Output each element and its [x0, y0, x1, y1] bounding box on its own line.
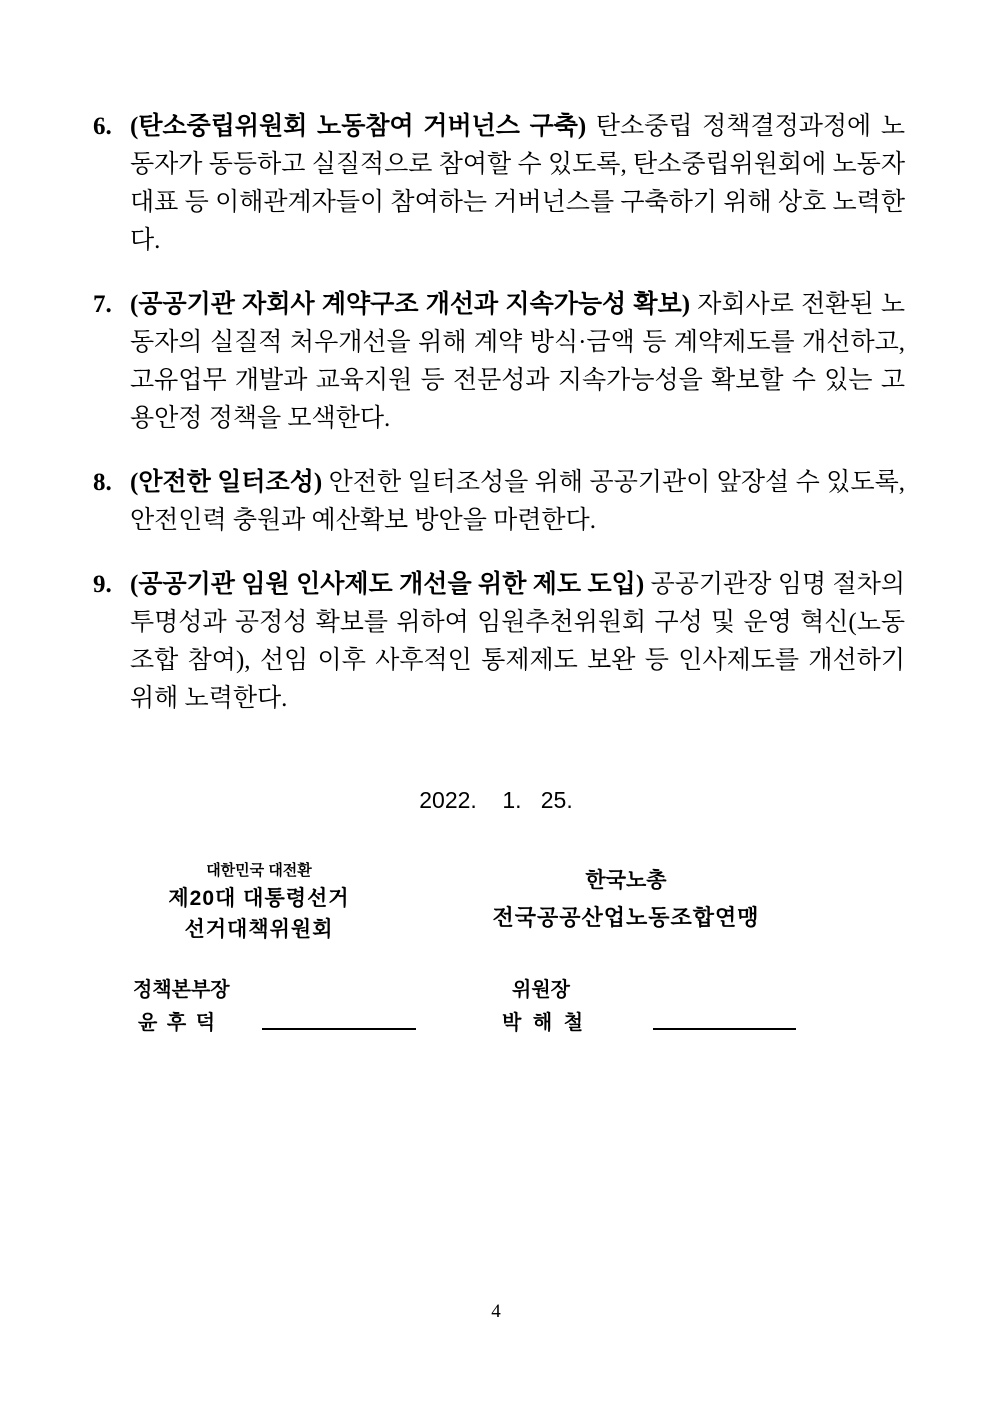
item-body: 공공기관장 임명 절차의 투명성과 공정성 확보를 위하여 임원추천위원회 구성 및 운영 혁신(노동조합 참여), 선임 이후 사후적인 통제제도 보완 등 인사제도를 개선하기 위해 노력한다.	[130, 571, 905, 712]
item-body: 안전한 일터조성을 위해 공공기관이 앞장설 수 있도록, 안전인력 충원과 예산확보 방안을 마련한다.	[130, 469, 905, 534]
item-paragraph	[130, 566, 905, 718]
item-body: 탄소중립 정책결정과정에 노동자가 동등하고 실질적으로 참여할 수 있도록, 탄소중립위원회에 노동자 대표 등 이해관계자들이 참여하는 거버넌스를 구축하기 위해 상호 노력한다.	[130, 113, 906, 254]
org-left-line1: 대한민국 대전환	[206, 862, 312, 879]
item-number: 9.	[93, 571, 112, 598]
signing-party-right	[460, 862, 792, 936]
org-right-line1: 한국노총	[585, 869, 667, 892]
signing-date: 2022. 1. 25.	[419, 787, 573, 813]
signature-line-right	[653, 1028, 796, 1030]
page-number: 4	[491, 1301, 501, 1322]
signer-name-right: 박 해 철	[502, 1012, 587, 1034]
agreement-item-6	[93, 108, 905, 260]
org-left-line2: 제20대 대통령선거	[168, 887, 350, 910]
agreement-item-8	[93, 464, 905, 540]
agreement-items	[93, 108, 905, 718]
item-body: 자회사로 전환된 노동자의 실질적 처우개선을 위해 계약 방식·금액 등 계약제도를 개선하고, 고유업무 개발과 교육지원 등 전문성과 지속가능성을 확보할 수 있는 고용안정 정책을 모색한다.	[130, 291, 905, 432]
signer-role-right: 위원장	[512, 979, 570, 1001]
item-paragraph	[130, 108, 905, 260]
item-paragraph	[130, 286, 905, 438]
item-number: 6.	[93, 113, 112, 140]
signing-party-left	[93, 858, 425, 945]
item-heading: (공공기관 임원 인사제도 개선을 위한 제도 도입)	[130, 571, 645, 598]
item-heading: (탄소중립위원회 노동참여 거버넌스 구축)	[130, 113, 587, 140]
item-number: 7.	[93, 291, 112, 318]
item-number: 8.	[93, 469, 112, 496]
agreement-item-7	[93, 286, 905, 438]
org-left-line3: 선거대책위원회	[184, 918, 334, 941]
signer-name-left: 윤 후 덕	[138, 1012, 218, 1034]
signer-role-left: 정책본부장	[133, 979, 230, 1001]
item-paragraph	[130, 464, 905, 540]
item-heading: (안전한 일터조성)	[130, 469, 323, 496]
item-heading: (공공기관 자회사 계약구조 개선과 지속가능성 확보)	[130, 291, 691, 318]
agreement-item-9	[93, 566, 905, 718]
org-right-line2: 전국공공산업노동조합연맹	[492, 905, 760, 930]
signature-line-left	[262, 1028, 416, 1030]
